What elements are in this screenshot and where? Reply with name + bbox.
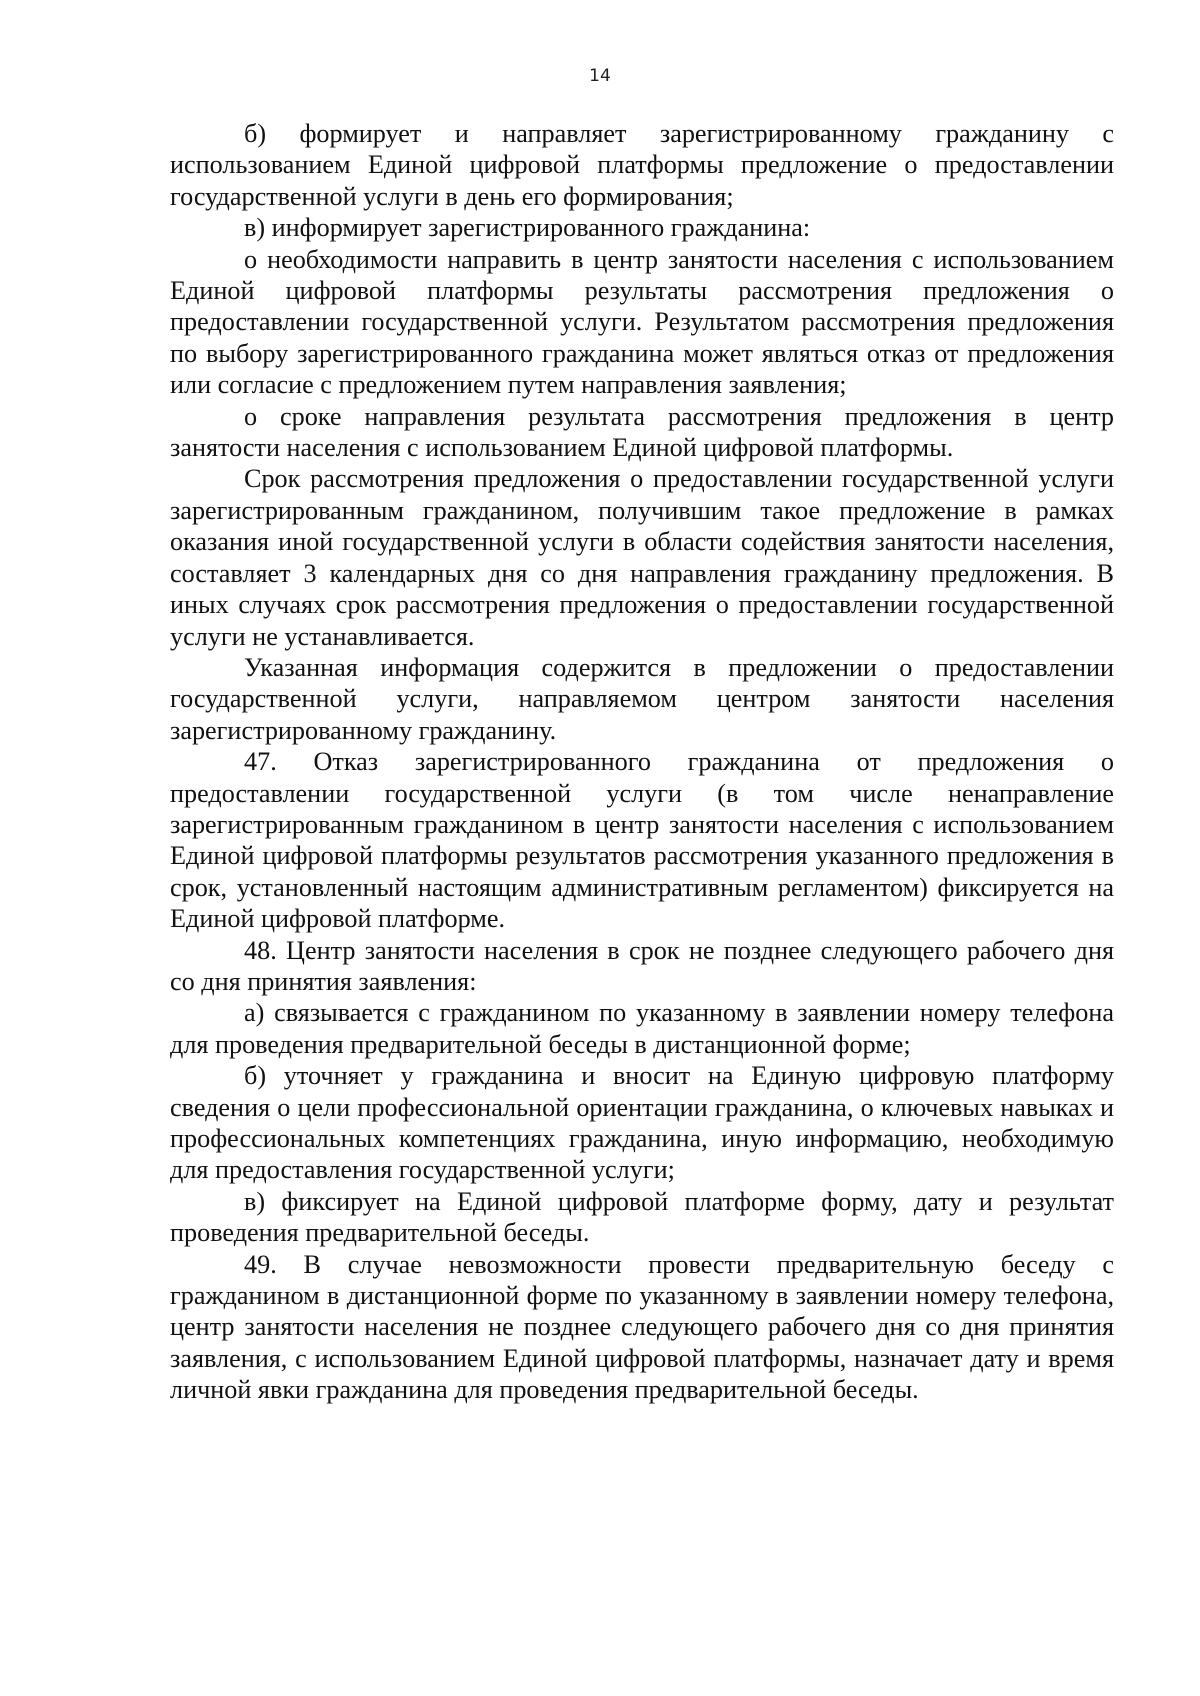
paragraph-review-period: Срок рассмотрения предложения о предоставлении государственной услуги зарегистрированным гражданином, получившим такое предложение в рамках оказания иной государственной услуги в области содействия занятости населения, составляет 3 календарных дня со дня направления гражданину предложения. В иных случаях срок рассмотрения предложения о предоставлении государственной услуги не устанавливается.	[170, 464, 1114, 651]
paragraph-v-informs: в) информирует зарегистрированного гражданина:	[244, 213, 811, 243]
paragraph-necessity-to-send: о необходимости направить в центр занятости населения с использованием Единой цифровой платформы результаты рассмотрения предложения о предоставлении государственной услуги. Результатом рассмотрения предложения по выбору зарегистрированного гражданина может являться отказ от предложения или согласие с предложением путем направления заявления;	[170, 244, 1114, 400]
paragraph-item-48-b: б) уточняет у гражданина и вносит на Единую цифровую платформу сведения о цели профессиональной ориентации гражданина, о ключевых навыках и профессиональных компетенциях гражданина, иную информацию, необходимую для предоставления государственной услуги;	[170, 1061, 1114, 1185]
page-number: 14	[589, 66, 611, 86]
paragraph-b-forms-offer: б) формирует и направляет зарегистрированному гражданину с использованием Единой цифровой платформы предложение о предоставлении государственной услуги в день его формирования;	[170, 119, 1114, 211]
paragraph-item-48-a: а) связывается с гражданином по указанному в заявлении номеру телефона для проведения предварительной беседы в дистанционной форме;	[170, 998, 1114, 1059]
paragraph-info-contained: Указанная информация содержится в предложении о предоставлении государственной услуги, направляемом центром занятости населения зарегистрированному гражданину.	[170, 652, 1114, 745]
paragraph-item-47: 47. Отказ зарегистрированного гражданина от предложения о предоставлении государственной услуги (в том числе ненаправление зарегистрированным гражданином в центр занятости населения с использованием Единой цифровой платформы результатов рассмотрения указанного предложения в срок, установленный настоящим административным регламентом) фиксируется на Единой цифровой платформе.	[170, 747, 1114, 934]
document-body	[170, 118, 1114, 1406]
paragraph-item-48: 48. Центр занятости населения в срок не позднее следующего рабочего дня со дня принятия заявления:	[170, 935, 1114, 996]
paragraph-item-48-v: в) фиксирует на Единой цифровой платформе форму, дату и результат проведения предварительной беседы.	[170, 1186, 1114, 1248]
paragraph-item-49: 49. В случае невозможности провести предварительную беседу с гражданином в дистанционной форме по указанному в заявлении номеру телефона, центр занятости населения не позднее следующего рабочего дня со дня принятия заявления, с использованием Единой цифровой платформы, назначает дату и время личной явки гражданина для проведения предварительной беседы.	[170, 1249, 1114, 1405]
paragraph-deadline-of-sending: о сроке направления результата рассмотрения предложения в центр занятости населения с использованием Единой цифровой платформы.	[170, 401, 1114, 463]
